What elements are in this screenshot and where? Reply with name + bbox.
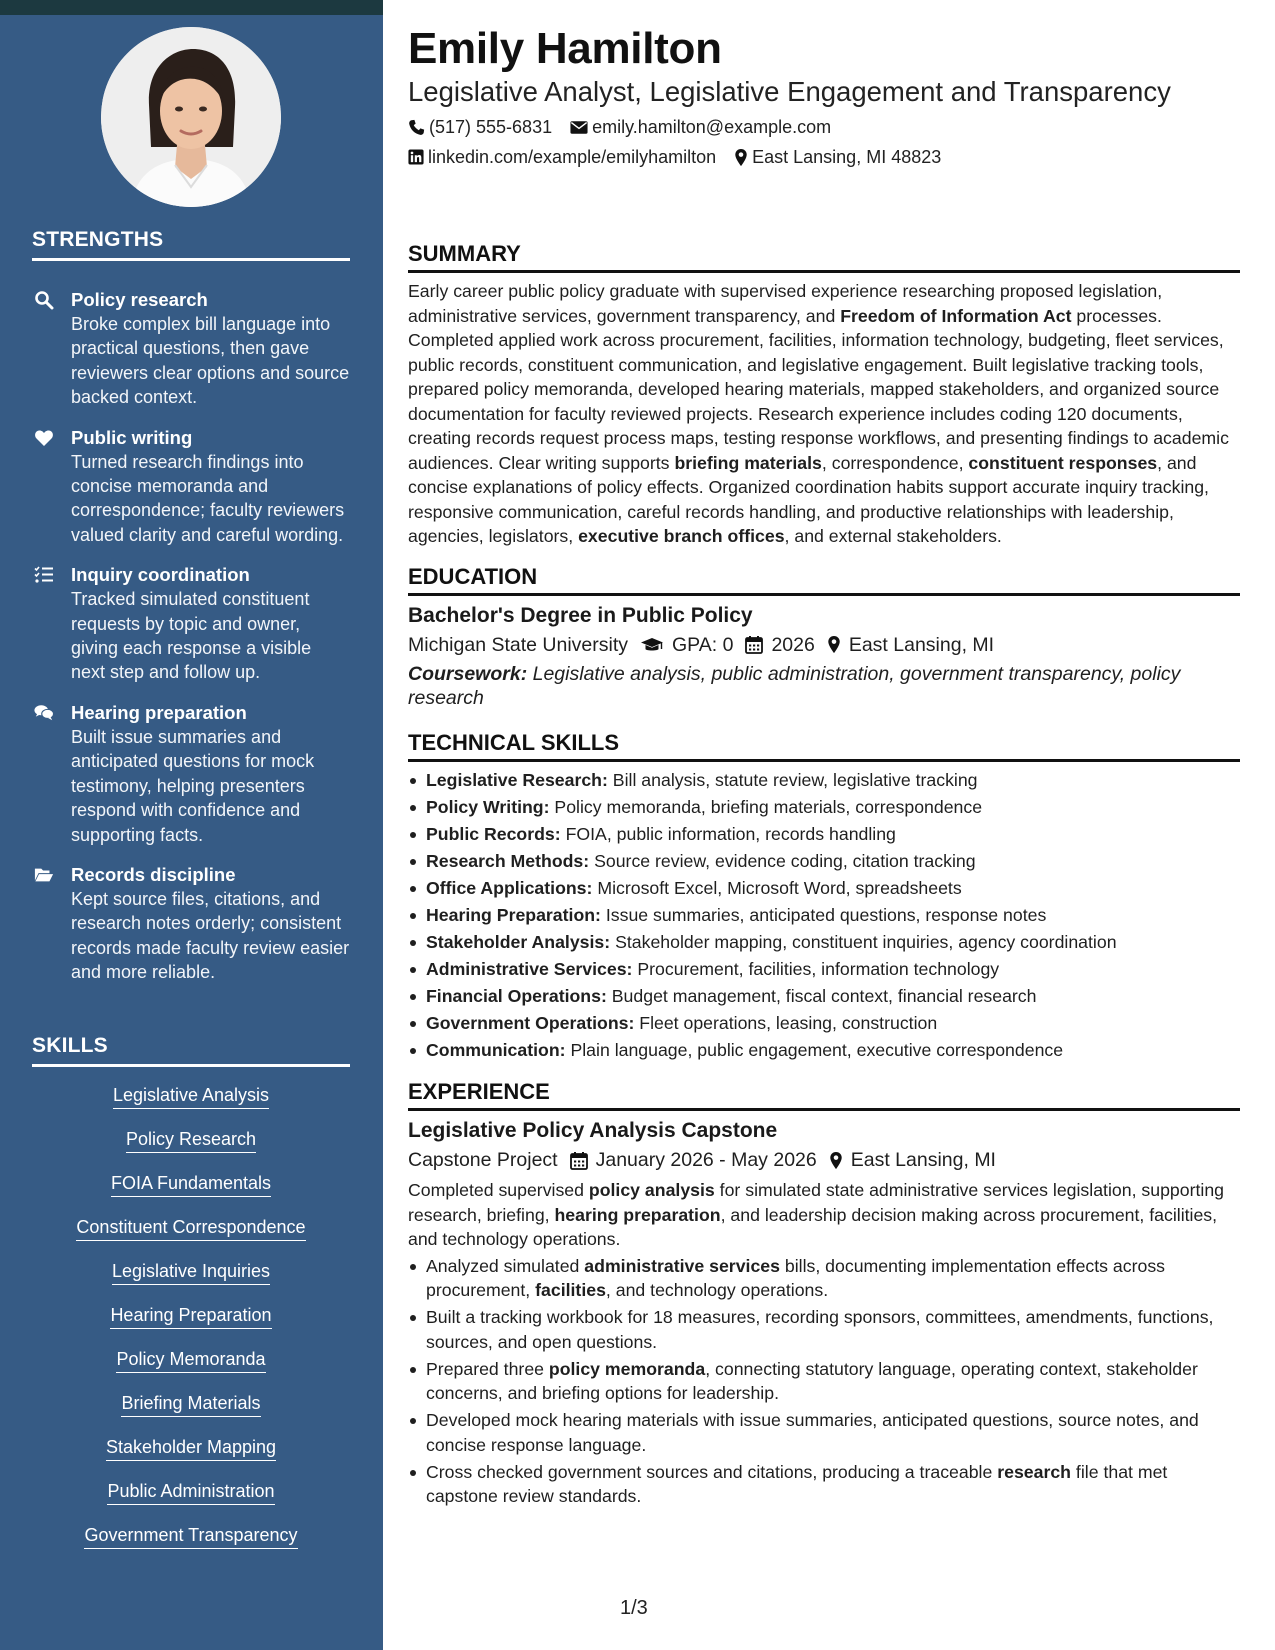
intro-emphasis: hearing preparation bbox=[554, 1204, 721, 1225]
skill-values: Source review, evidence coding, citation tracking bbox=[589, 850, 976, 871]
envelope-icon bbox=[570, 120, 588, 135]
contact-row bbox=[408, 114, 1240, 140]
gpa-text: GPA: 0 bbox=[672, 633, 734, 656]
contact-row-secondary bbox=[408, 144, 1240, 170]
bullet-emphasis: administrative services bbox=[584, 1255, 780, 1276]
bullet-text: , connecting statutory language, operating context, stakeholder concerns, and briefing options for leadership. bbox=[426, 1358, 1198, 1403]
email-contact bbox=[570, 114, 831, 140]
location-contact bbox=[734, 144, 941, 170]
list-item bbox=[408, 849, 1240, 874]
list-item bbox=[408, 903, 1240, 928]
skill-tag: Constituent Correspondence bbox=[76, 1216, 305, 1241]
intro-emphasis: policy analysis bbox=[588, 1180, 715, 1200]
heart-icon bbox=[34, 428, 54, 448]
strength-title: Records discipline bbox=[71, 863, 236, 885]
strengths-list bbox=[32, 288, 350, 1001]
linkedin-contact bbox=[408, 144, 716, 170]
skill-tag: FOIA Fundamentals bbox=[111, 1172, 271, 1197]
technical-skills-heading: TECHNICAL SKILLS bbox=[408, 729, 1240, 762]
technical-skills-list bbox=[408, 768, 1240, 1063]
summary-text-part: , correspondence, bbox=[821, 452, 969, 473]
list-item bbox=[408, 1357, 1240, 1406]
strength-item bbox=[32, 426, 350, 548]
summary-emphasis: briefing materials bbox=[674, 452, 822, 473]
skill-category: Stakeholder Analysis: bbox=[426, 931, 611, 952]
skill-category: Administrative Services: bbox=[426, 958, 633, 979]
list-item bbox=[408, 1408, 1240, 1457]
experience-intro bbox=[408, 1178, 1240, 1252]
profile-photo bbox=[101, 27, 281, 207]
experience-meta bbox=[408, 1146, 1240, 1174]
education-heading: EDUCATION bbox=[408, 563, 1240, 596]
map-pin-icon bbox=[829, 1151, 843, 1170]
skill-category: Communication: bbox=[426, 1039, 566, 1060]
technical-skills-section bbox=[408, 729, 1240, 1063]
summary-section bbox=[408, 240, 1240, 549]
organization-text: Capstone Project bbox=[408, 1149, 558, 1171]
bullet-text: bills, documenting implementation effects across procurement, bbox=[426, 1255, 1166, 1300]
experience-bullets bbox=[408, 1254, 1240, 1509]
bullet-text: , and technology operations. bbox=[605, 1280, 829, 1300]
list-item bbox=[408, 984, 1240, 1009]
intro-text-part: , and leadership decision making across procurement, facilities, and technology operations. bbox=[408, 1204, 1218, 1249]
education-meta bbox=[408, 631, 1240, 659]
sidebar-top-bar bbox=[0, 0, 383, 15]
school-text: Michigan State University bbox=[408, 633, 629, 656]
skill-tag: Government Transparency bbox=[84, 1524, 297, 1549]
skill-values: Fleet operations, leasing, construction bbox=[634, 1012, 938, 1033]
role-title: Legislative Policy Analysis Capstone bbox=[408, 1119, 778, 1142]
organization bbox=[408, 1146, 558, 1174]
bullet-text: Developed mock hearing materials with issue summaries, anticipated questions, source notes, and concise response language. bbox=[426, 1410, 1199, 1455]
date-range bbox=[570, 1146, 817, 1174]
bullet-text: Built a tracking workbook for 18 measures, recording sponsors, committees, amendments, functions, sources, and open questions. bbox=[426, 1307, 1214, 1352]
skill-values: Issue summaries, anticipated questions, response notes bbox=[600, 904, 1047, 925]
strength-description: Broke complex bill language into practical questions, then gave reviewers clear options and source backed context. bbox=[71, 314, 350, 408]
linkedin-icon bbox=[408, 149, 424, 165]
summary-text bbox=[408, 279, 1240, 549]
summary-emphasis: Freedom of Information Act bbox=[840, 305, 1072, 326]
map-pin-icon bbox=[827, 635, 841, 654]
list-item bbox=[408, 795, 1240, 820]
profile-photo-illustration bbox=[101, 27, 281, 207]
education-location bbox=[827, 631, 994, 659]
skill-values: Procurement, facilities, information technology bbox=[632, 958, 1000, 979]
location-text: East Lansing, MI bbox=[848, 633, 995, 656]
experience-heading: EXPERIENCE bbox=[408, 1078, 1240, 1111]
calendar-icon bbox=[745, 635, 763, 654]
search-icon bbox=[34, 290, 54, 310]
skill-category: Research Methods: bbox=[426, 850, 590, 871]
skill-category: Legislative Research: bbox=[426, 769, 608, 790]
skill-values: Policy memoranda, briefing materials, correspondence bbox=[549, 796, 983, 817]
list-item bbox=[408, 930, 1240, 955]
strength-item bbox=[32, 863, 350, 985]
dates-text: January 2026 - May 2026 bbox=[595, 1149, 817, 1171]
strength-item bbox=[32, 701, 350, 847]
school-name bbox=[408, 631, 628, 659]
skill-tag: Policy Research bbox=[126, 1128, 256, 1153]
list-item bbox=[408, 1460, 1240, 1509]
education-section bbox=[408, 563, 1240, 711]
list-item bbox=[408, 1254, 1240, 1303]
sidebar bbox=[0, 0, 383, 1650]
coursework-list: Legislative analysis, public administration, government transparency, policy research bbox=[408, 662, 1181, 709]
strength-title: Hearing preparation bbox=[71, 701, 247, 723]
strength-title: Public writing bbox=[71, 426, 193, 448]
job-title: Legislative Analyst, Legislative Engagement and Transparency bbox=[408, 76, 1171, 107]
phone-number: (517) 555-6831 bbox=[429, 117, 553, 137]
list-item bbox=[408, 768, 1240, 793]
bullet-text: Cross checked government sources and citations, producing a traceable bbox=[426, 1461, 998, 1482]
skill-tag: Briefing Materials bbox=[121, 1392, 260, 1417]
strength-description: Built issue summaries and anticipated questions for mock testimony, helping presenters respond with confidence and supporting facts. bbox=[71, 726, 315, 845]
graduation-cap-icon bbox=[640, 637, 664, 653]
strength-item bbox=[32, 288, 350, 410]
list-item bbox=[408, 1038, 1240, 1063]
email-address: emily.hamilton@example.com bbox=[592, 117, 832, 137]
experience-section bbox=[408, 1078, 1240, 1509]
degree-title: Bachelor's Degree in Public Policy bbox=[408, 603, 753, 627]
skill-tag: Hearing Preparation bbox=[110, 1304, 271, 1329]
skill-values: Plain language, public engagement, executive correspondence bbox=[565, 1039, 1064, 1060]
skill-tag: Stakeholder Mapping bbox=[106, 1436, 276, 1461]
experience-location bbox=[829, 1146, 996, 1174]
skill-tag: Legislative Inquiries bbox=[112, 1260, 270, 1285]
strength-title: Inquiry coordination bbox=[71, 564, 250, 586]
skills-list bbox=[32, 1084, 350, 1568]
checklist-icon bbox=[34, 565, 54, 585]
bullet-text: Analyzed simulated bbox=[426, 1255, 585, 1276]
strength-description: Tracked simulated constituent requests by topic and owner, giving each response a visible next step and follow up. bbox=[71, 589, 312, 683]
graduation-year bbox=[745, 631, 814, 659]
map-pin-icon bbox=[734, 148, 748, 167]
skill-tag: Policy Memoranda bbox=[116, 1348, 265, 1373]
address: East Lansing, MI 48823 bbox=[752, 147, 942, 167]
comments-icon bbox=[34, 703, 54, 723]
skill-values: FOIA, public information, records handling bbox=[560, 823, 896, 844]
phone-icon bbox=[408, 119, 425, 136]
bullet-emphasis: policy memoranda bbox=[548, 1358, 706, 1379]
folder-open-icon bbox=[34, 865, 54, 885]
calendar-icon bbox=[570, 1151, 588, 1170]
coursework-label: Coursework: bbox=[408, 662, 528, 685]
bullet-text: Prepared three bbox=[426, 1358, 549, 1379]
skill-category: Government Operations: bbox=[426, 1012, 635, 1033]
year-text: 2026 bbox=[771, 633, 815, 656]
skill-category: Office Applications: bbox=[426, 877, 593, 898]
summary-text-part: Early career public policy graduate with supervised experience researching proposed legislation, administrative services, government transparency, and bbox=[408, 281, 1163, 326]
page-number: 1/3 bbox=[620, 1597, 648, 1619]
candidate-name: Emily Hamilton bbox=[408, 24, 722, 73]
skill-category: Financial Operations: bbox=[426, 985, 607, 1006]
skill-values: Budget management, fiscal context, financial research bbox=[606, 985, 1037, 1006]
gpa-item bbox=[640, 631, 733, 659]
strength-title: Policy research bbox=[71, 289, 208, 310]
bullet-emphasis: research bbox=[997, 1461, 1071, 1482]
strength-description: Turned research findings into concise memoranda and correspondence; faculty reviewers valued clarity and careful wording. bbox=[71, 451, 345, 545]
intro-text-part: Completed supervised bbox=[408, 1180, 589, 1200]
skill-values: Stakeholder mapping, constituent inquiries, agency coordination bbox=[610, 931, 1117, 952]
skills-heading: SKILLS bbox=[32, 1034, 350, 1067]
skill-tag: Legislative Analysis bbox=[113, 1084, 269, 1109]
summary-heading: SUMMARY bbox=[408, 240, 1240, 273]
skill-tag: Public Administration bbox=[107, 1480, 274, 1505]
summary-emphasis: constituent responses bbox=[968, 452, 1158, 473]
list-item bbox=[408, 957, 1240, 982]
phone-contact bbox=[408, 114, 552, 140]
skill-category: Policy Writing: bbox=[426, 796, 550, 817]
list-item bbox=[408, 822, 1240, 847]
strength-item bbox=[32, 563, 350, 685]
strength-description: Kept source files, citations, and research notes orderly; consistent records made faculty review easier and more reliable. bbox=[71, 888, 350, 983]
intro-text-part: for simulated state administrative services legislation, supporting research, briefing, bbox=[408, 1180, 1224, 1225]
summary-text-part: processes. Completed applied work across procurement, facilities, information technology, budgeting, fleet services, public records, constituent communication, and legislative engagement. Built legislative tracking tools, prepared policy memoranda, developed hearing materials, mapped stakeholders, and organized source documentation for faculty reviewed projects. Research experience includes coding 120 documents, creating records request process maps, testing response workflows, and presenting findings to academic audiences. Clear writing supports bbox=[408, 305, 1229, 473]
main-content bbox=[408, 22, 1240, 1511]
list-item bbox=[408, 1305, 1240, 1354]
skill-category: Hearing Preparation: bbox=[426, 904, 601, 925]
skill-values: Microsoft Excel, Microsoft Word, spreadsheets bbox=[592, 877, 962, 898]
skill-values: Bill analysis, statute review, legislative tracking bbox=[607, 769, 978, 790]
location-text: East Lansing, MI bbox=[850, 1149, 996, 1171]
strengths-heading: STRENGTHS bbox=[32, 228, 350, 261]
list-item bbox=[408, 1011, 1240, 1036]
summary-text-part: , and external stakeholders. bbox=[784, 526, 1002, 546]
bullet-text: file that met capstone review standards. bbox=[426, 1461, 1168, 1506]
linkedin-url: linkedin.com/example/emilyhamilton bbox=[428, 147, 717, 167]
coursework bbox=[408, 662, 1240, 711]
summary-text-part: , and concise explanations of policy effects. Organized coordination habits support accurate inquiry tracking, responsive communication, careful records handling, and productive relationships with leadership, agencies, legislators, bbox=[408, 452, 1209, 546]
bullet-emphasis: facilities bbox=[535, 1280, 606, 1300]
skill-category: Public Records: bbox=[426, 823, 561, 844]
summary-emphasis: executive branch offices bbox=[578, 526, 785, 546]
list-item bbox=[408, 876, 1240, 901]
